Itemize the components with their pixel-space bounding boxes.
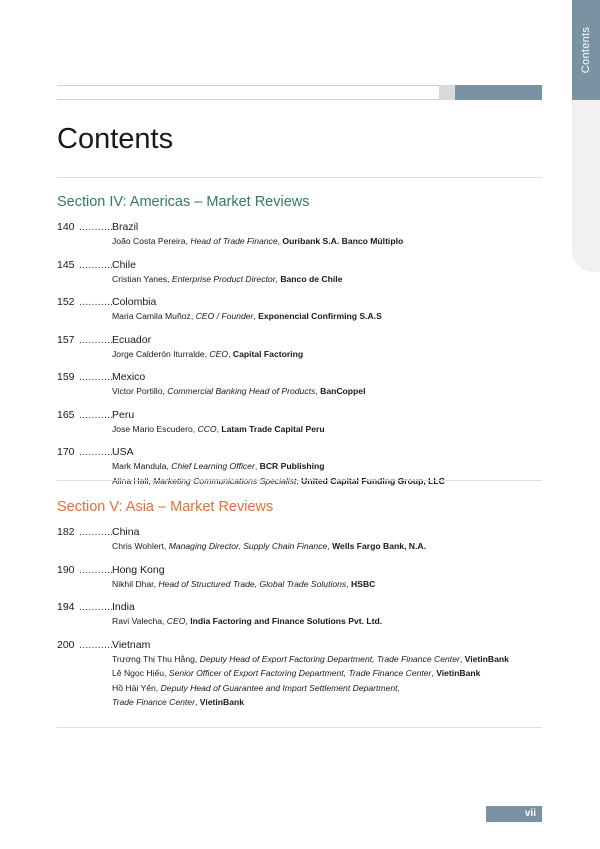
- side-decoration: [572, 100, 600, 272]
- author-organization: Latam Trade Capital Peru: [221, 423, 325, 434]
- author-role: Head of Structured Trade, Global Trade Solutions: [158, 578, 347, 589]
- author-name: Victor Portillo: [112, 386, 163, 396]
- author-role: Chief Learning Officer: [171, 461, 255, 471]
- title-divider: [57, 177, 542, 178]
- toc-country: India: [112, 601, 135, 613]
- author-line: Jorge Calderón Iturralde, CEO, Capital Factoring: [112, 348, 304, 359]
- author-line: Cristian Yanes, Enterprise Product Director, Banco de Chile: [112, 273, 343, 284]
- toc-page-number: 145: [57, 258, 75, 271]
- author-name: Ravi Valecha: [112, 616, 162, 626]
- author-organization: Capital Factoring: [232, 348, 304, 359]
- toc-page-number: 152: [57, 296, 75, 308]
- section-title: Section V: Asia – Market Reviews: [57, 499, 274, 515]
- toc-leader-dots: ...........: [79, 258, 114, 271]
- toc-entry-head: [57, 600, 542, 614]
- author-line: Victor Portillo, Commercial Banking Head of Products, BanCoppel: [112, 386, 366, 396]
- toc-entry-head: [57, 525, 542, 539]
- author-name: Chris Wohlert: [112, 541, 164, 551]
- toc-country: Ecuador: [112, 333, 152, 346]
- author-name: Cristian Yanes: [112, 273, 168, 284]
- toc-country: Mexico: [112, 371, 146, 383]
- author-line: Maria Camila Muñoz, CEO / Founder, Exponencial Confirming S.A.S: [112, 311, 382, 321]
- author-line: Hồ Hải Yến, Deputy Head of Guarantee and Import Settlement Department,: [112, 682, 400, 693]
- toc-entry-head: [57, 370, 542, 384]
- toc-page-number: 140: [57, 221, 75, 233]
- toc-leader-dots: ...........: [79, 601, 114, 613]
- toc-entry[interactable]: [57, 258, 542, 287]
- author-role: CCO: [197, 423, 217, 434]
- author-line: Mark Mandula, Chief Learning Officer, BCR Publishing: [112, 461, 325, 471]
- toc-entry[interactable]: [57, 295, 542, 324]
- toc-leader-dots: ...........: [79, 446, 114, 458]
- toc-page-number: 190: [57, 563, 75, 576]
- author-organization: VietinBank: [199, 697, 245, 707]
- toc-entry[interactable]: [57, 370, 542, 399]
- section-divider: [57, 480, 542, 481]
- header-bar-light: [439, 85, 455, 100]
- author-name: Hồ Hải Yến: [112, 682, 156, 693]
- toc-entry[interactable]: [57, 563, 542, 592]
- author-role: Deputy Head of Export Factoring Department, Trade Finance Center: [199, 653, 460, 664]
- toc-leader-dots: ...........: [79, 333, 114, 346]
- author-role: CEO: [166, 616, 186, 626]
- author-name: Mark Mandula: [112, 461, 167, 471]
- author-organization: Banco de Chile: [280, 273, 343, 284]
- author-line: João Costa Pereira, Head of Trade Finance, Ouribank S.A. Banco Múltiplo: [112, 236, 404, 246]
- toc-entry-head: [57, 333, 542, 347]
- author-organization: BanCoppel: [320, 386, 366, 396]
- toc-country: Hong Kong: [112, 563, 165, 576]
- author-organization: Exponencial Confirming S.A.S: [258, 311, 382, 321]
- author-role: CEO: [209, 348, 229, 359]
- toc-leader-dots: ...........: [79, 638, 114, 651]
- side-tab: [572, 0, 600, 100]
- toc-entry-head: [57, 638, 542, 652]
- toc-page-number: 200: [57, 638, 75, 651]
- toc-page-number: 194: [57, 601, 75, 613]
- author-role: Enterprise Product Director: [171, 273, 276, 284]
- author-line: Chris Wohlert, Managing Director, Supply Chain Finance, Wells Fargo Bank, N.A.: [112, 541, 426, 551]
- author-line: Lê Ngọc Hiếu, Senior Officer of Export Factoring Department, Trade Finance Center, VietinBank: [112, 668, 481, 678]
- toc-entry-head: [57, 563, 542, 577]
- toc-entry[interactable]: [57, 408, 542, 437]
- section-americas: [57, 194, 542, 497]
- author-name: Jose Mario Escudero: [112, 423, 193, 434]
- toc-leader-dots: ...........: [79, 526, 114, 538]
- toc-country: Colombia: [112, 296, 157, 308]
- toc-entry-head: [57, 445, 542, 459]
- author-name: Jorge Calderón Iturralde: [112, 348, 205, 359]
- author-organization: India Factoring and Finance Solutions Pvt. Ltd.: [190, 616, 383, 626]
- toc-entry-head: [57, 220, 542, 234]
- author-role: Commercial Banking Head of Products: [167, 386, 316, 396]
- author-name: João Costa Pereira: [112, 236, 186, 246]
- toc-entry-head: [57, 258, 542, 272]
- toc-leader-dots: ...........: [79, 408, 114, 421]
- toc-leader-dots: ...........: [79, 563, 114, 576]
- author-organization: BCR Publishing: [259, 461, 325, 471]
- toc-entry[interactable]: [57, 220, 542, 249]
- toc-entry[interactable]: [57, 333, 542, 362]
- author-name: Lê Ngọc Hiếu: [112, 668, 165, 678]
- author-role: Managing Director, Supply Chain Finance: [168, 541, 328, 551]
- page-title: Contents: [57, 123, 174, 155]
- toc-country: Peru: [112, 408, 135, 421]
- author-line: Nikhil Dhar, Head of Structured Trade, Global Trade Solutions, HSBC: [112, 578, 376, 589]
- author-organization: Ouribank S.A. Banco Múltiplo: [282, 236, 404, 246]
- side-tab-label-wrap: [572, 0, 600, 100]
- toc-leader-dots: ...........: [79, 371, 114, 383]
- section-divider-bottom: [57, 727, 542, 728]
- toc-entry-head: [57, 408, 542, 422]
- side-tab-label: Contents: [580, 26, 592, 74]
- author-organization: HSBC: [351, 578, 376, 589]
- author-role: Deputy Head of Guarantee and Import Settlement Department,: [160, 682, 400, 693]
- toc-entry[interactable]: [57, 445, 542, 488]
- toc-entry[interactable]: [57, 600, 542, 629]
- author-organization: VietinBank: [436, 668, 481, 678]
- author-role: Head of Trade Finance: [190, 236, 278, 246]
- toc-entry-head: [57, 295, 542, 309]
- toc-country: Vietnam: [112, 638, 151, 651]
- toc-country: Brazil: [112, 221, 139, 233]
- author-name: Trương Thị Thu Hằng: [112, 653, 195, 664]
- section-title: Section IV: Americas – Market Reviews: [57, 194, 310, 210]
- author-role: Senior Officer of Export Factoring Department, Trade Finance Center: [168, 668, 432, 678]
- toc-page-number: 157: [57, 333, 75, 346]
- toc-page-number: 165: [57, 408, 75, 421]
- toc-leader-dots: ...........: [79, 221, 114, 233]
- page-number: vii: [486, 806, 542, 822]
- author-line: Trade Finance Center, VietinBank: [112, 697, 245, 707]
- author-role: CEO / Founder: [195, 311, 254, 321]
- author-organization: Wells Fargo Bank, N.A.: [332, 541, 426, 551]
- author-name: Nikhil Dhar: [112, 578, 154, 589]
- author-line: Ravi Valecha, CEO, India Factoring and Finance Solutions Pvt. Ltd.: [112, 616, 383, 626]
- author-role-cont: Trade Finance Center: [112, 697, 195, 707]
- header-rule: [57, 85, 439, 100]
- toc-page-number: 170: [57, 446, 75, 458]
- toc-leader-dots: ...........: [79, 296, 114, 308]
- toc-entry[interactable]: [57, 638, 542, 710]
- author-line: Trương Thị Thu Hằng, Deputy Head of Export Factoring Department, Trade Finance Center, VietinBank: [112, 653, 509, 664]
- toc-entry[interactable]: [57, 525, 542, 554]
- author-name: Maria Camila Muñoz: [112, 311, 191, 321]
- header-bar-accent: [455, 85, 542, 100]
- toc-country: Chile: [112, 258, 136, 271]
- toc-page-number: 182: [57, 526, 75, 538]
- toc-page-number: 159: [57, 371, 75, 383]
- toc-country: China: [112, 526, 140, 538]
- author-line: Jose Mario Escudero, CCO, Latam Trade Capital Peru: [112, 423, 325, 434]
- toc-country: USA: [112, 446, 134, 458]
- section-asia: [57, 499, 542, 719]
- author-organization: VietinBank: [464, 653, 509, 664]
